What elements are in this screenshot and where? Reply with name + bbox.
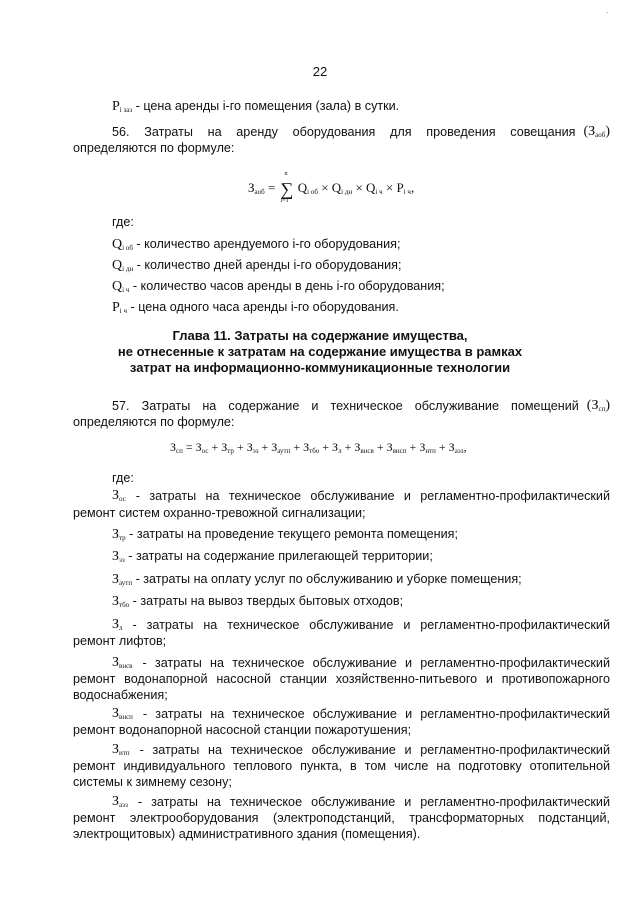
definition-continuation: ремонт водонапорной насосной станции хозяйственно-питьевого и противопожарного (73, 672, 610, 686)
definition-item: $З_{эз}$ - затраты на содержание прилегающей территории; (112, 549, 433, 564)
definition-continuation: ремонт электрооборудования (электроподстанций, трансформаторных подстанций, (73, 811, 610, 825)
page-number: 22 (312, 64, 328, 79)
definition-continuation: ремонт систем охранно-тревожной сигнализации; (73, 506, 366, 520)
definition-item: $Q_{i ч}$ - количество часов аренды в день i-го оборудования; (112, 279, 445, 294)
definition-continuation: ремонт лифтов; (73, 634, 167, 648)
definition-continuation: водоснабжения; (73, 688, 168, 702)
p57-line1: 57. Затраты на содержание и техническое обслуживание помещений $(З_{сп})$ (112, 398, 610, 413)
definition-item: $З_{тбо}$ - затраты на вывоз твердых бытовых отходов; (112, 594, 404, 609)
definition-item: $З_{ос}$ - затраты на техническое обслуживание и регламентно-профилактический (112, 488, 610, 503)
definition-item: $З_{аэз}$ - затраты на техническое обслуживание и регламентно-профилактический (112, 794, 610, 809)
definition-continuation: ремонт индивидуального теплового пункта, в том числе на подготовку отопительной (73, 759, 610, 773)
chapter-heading-line-1: Глава 11. Затраты на содержание имущества, (172, 328, 468, 343)
chapter-heading-line-3: затрат на информационно-коммуникационные технологии (129, 360, 511, 375)
definition-item: $З_{аутп}$ - затраты на оплату услуг по обслуживанию и уборке помещения; (112, 572, 522, 587)
definition-continuation: системы к зимнему сезону; (73, 775, 232, 789)
definition-item: $P_{i ч}$ - цена одного часа аренды i-го оборудования. (112, 300, 399, 315)
formula-premises-maintenance: $З_{сп} = З_{ос} + З_{тр} + З_{эз} + З_{аутп} + З_{тбо} + З_л + З_{внсв} + З_{внсп} + З_{итп} + З_{аэз}$, (170, 440, 467, 455)
p56-line2: определяются по формуле: (73, 141, 235, 155)
definition-item: $З_{внсв}$ - затраты на техническое обслуживание и регламентно-профилактический (112, 655, 610, 670)
definition-text: - цена аренды i-го помещения (зала) в сутки. (135, 99, 400, 113)
where-label-2: где: (112, 471, 134, 485)
formula-equipment-rent: $З_{аоб}$ = n ∑ i=1 $Q_{i об} \times Q_{i дн} \times Q_{i ч} \times P_{i ч}$, (248, 171, 415, 204)
p57-line2: определяются по формуле: (73, 415, 235, 429)
top-definition (112, 98, 399, 118)
definition-item: $З_л$ - затраты на техническое обслуживание и регламентно-профилактический (112, 617, 610, 632)
definition-item: $Q_{i об}$ - количество арендуемого i-го оборудования; (112, 237, 401, 252)
chapter-heading-line-2: не отнесенные к затратам на содержание имущества в рамках (117, 344, 523, 359)
definition-item: $З_{тр}$ - затраты на проведение текущего ремонта помещения; (112, 527, 458, 542)
sum-symbol: n ∑ i=1 (280, 171, 294, 204)
where-label-1: где: (112, 215, 134, 229)
definition-item: $З_{итп}$ - затраты на техническое обслуживание и регламентно-профилактический (112, 742, 610, 757)
symbol: $P_{i заз}$ (112, 99, 133, 114)
definition-continuation: ремонт водонапорной насосной станции пожаротушения; (73, 723, 412, 737)
definition-item: $Q_{i дн}$ - количество дней аренды i-го оборудования; (112, 258, 402, 273)
definition-continuation: электрощитовых) административного здания (помещения). (73, 827, 421, 841)
p56-line1: 56. Затраты на аренду оборудования для проведения совещания $(З_{аоб})$ (112, 124, 610, 139)
definition-item: $З_{внсп}$ - затраты на техническое обслуживание и регламентно-профилактический (112, 706, 610, 721)
scan-dot: · (606, 8, 609, 17)
